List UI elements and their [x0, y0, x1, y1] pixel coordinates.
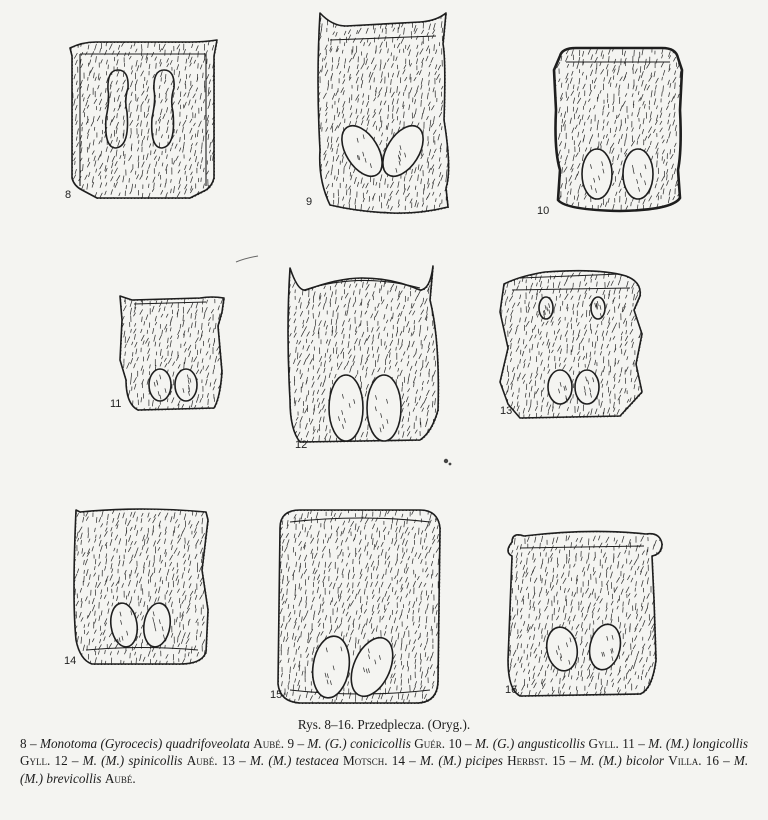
fovea — [623, 149, 653, 199]
caption-entry-author: Aubé — [104, 770, 133, 786]
fovea — [329, 375, 363, 441]
stray-mark — [444, 459, 448, 463]
figure-number: 11 — [110, 398, 122, 410]
fovea — [141, 601, 173, 648]
caption-entry-taxon: Monotoma (Gyrocecis) quadrifoveolata — [39, 735, 250, 751]
figure-number: 9 — [306, 196, 313, 208]
caption-entry-author: Gyll — [20, 753, 48, 768]
fovea — [152, 70, 174, 148]
pronotum-outline — [508, 531, 662, 696]
anterior-margin-line — [134, 302, 206, 304]
caption-entry-separator: – — [294, 735, 308, 751]
fovea — [575, 370, 599, 404]
pronotum-figure-10 — [537, 48, 688, 219]
caption-entry-number: 9 — [287, 735, 295, 751]
caption-entry-number: 14 — [391, 753, 405, 768]
caption-entry-taxon: M. (M.) brevicollis — [20, 753, 749, 786]
caption-entry-separator: – — [404, 753, 420, 768]
setae-stipple — [508, 536, 663, 701]
caption-entry-number: 10 — [448, 735, 462, 751]
caption-entry-number: 8 — [20, 735, 27, 751]
fovea — [367, 375, 401, 441]
fovea — [108, 601, 140, 648]
anterior-margin-line — [512, 274, 630, 290]
pronotum-figure-13 — [497, 271, 643, 429]
setae-stipple — [67, 42, 217, 205]
caption-entry-separator: – — [67, 753, 83, 768]
fovea — [591, 297, 605, 319]
figure-number: 14 — [64, 655, 77, 667]
caption-entry-author: Aubé — [186, 753, 215, 768]
figure-number: 12 — [295, 439, 308, 451]
caption-entry: 13 – M. (M.) testacea Motsch. — [221, 753, 392, 768]
caption-entry-author: Villa — [668, 753, 699, 768]
caption-title: Rys. 8–16. Przedplecza. (Oryg.). — [297, 717, 471, 732]
setae-stipple — [497, 272, 641, 428]
setae-stipple — [310, 14, 449, 220]
pronotum-outline — [70, 40, 217, 198]
caption-entry-number: 13 — [221, 753, 235, 768]
caption-entry-number: 15 — [552, 753, 566, 768]
caption-entry-author: Gyll — [588, 735, 616, 751]
caption-entry-taxon: M. (M.) longicollis — [648, 735, 749, 751]
anterior-margin-line — [330, 36, 436, 40]
pronotum-figure-12 — [286, 266, 439, 453]
fovea — [334, 119, 391, 183]
caption-entry: 8 – Monotoma (Gyrocecis) quadrifoveolata Aubé. — [20, 735, 288, 751]
pronotum-figure-14 — [64, 509, 211, 673]
caption-entry: 12 – M. (M.) spinicollis Aubé. — [54, 753, 222, 768]
figure-number: 8 — [65, 189, 72, 201]
caption-entry-number: 16 — [705, 753, 719, 768]
fovea — [309, 634, 353, 700]
caption-entry-author: Herbst — [507, 753, 545, 768]
fovea — [582, 149, 612, 199]
figure-caption — [20, 716, 748, 787]
pronotum-figure-9 — [306, 13, 449, 220]
fovea — [175, 369, 197, 401]
caption-entry: 15 – M. (M.) bicolor Villa. — [552, 753, 706, 768]
caption-body — [20, 735, 748, 788]
pronotum-outline — [318, 13, 449, 213]
figure-number: 16 — [505, 684, 518, 696]
caption-entry: 9 – M. (G.) conicicollis Guér. — [287, 735, 449, 751]
caption-entry-separator: – — [718, 753, 734, 768]
caption-entry-number: 11 — [622, 735, 635, 751]
figure-number: 10 — [537, 205, 550, 217]
caption-entry-separator: – — [565, 753, 581, 768]
pronotum-figure-11 — [110, 292, 225, 414]
stray-mark — [449, 463, 452, 466]
figure-number: 15 — [270, 689, 283, 701]
fovea — [543, 625, 580, 674]
caption-entry-taxon: M. (G.) conicicollis — [307, 735, 411, 751]
anterior-margin-line — [86, 648, 198, 651]
caption-entry-separator: – — [634, 735, 649, 751]
setae-stipple — [73, 511, 211, 673]
pronotum-figure-16 — [505, 531, 663, 700]
anterior-margin-line — [304, 280, 420, 290]
fovea — [343, 631, 401, 702]
fovea — [586, 621, 625, 672]
caption-entry: 14 – M. (M.) picipes Herbst. — [391, 753, 553, 768]
caption-entry-separator: – — [234, 753, 250, 768]
caption-entry-taxon: M. (M.) testacea — [249, 753, 339, 768]
caption-entry-separator: – — [461, 735, 476, 751]
caption-entry-author: Aubé — [253, 735, 281, 751]
caption-entry-taxon: M. (G.) angusticollis — [475, 735, 586, 751]
setae-stipple — [546, 48, 689, 219]
caption-entry-taxon: M. (M.) picipes — [419, 753, 503, 768]
pronotum-figure-15 — [270, 510, 441, 705]
caption-entry-author: Motsch — [343, 753, 385, 768]
stray-mark — [236, 256, 258, 262]
figure-number: 13 — [500, 405, 513, 417]
caption-entry-separator: – — [26, 735, 40, 751]
caption-entry-taxon: M. (M.) bicolor — [580, 753, 665, 768]
caption-entry: 11 – M. (M.) longicollis Gyll. — [20, 735, 749, 768]
caption-entry-number: 12 — [54, 753, 68, 768]
caption-entry-taxon: M. (M.) spinicollis — [82, 753, 183, 768]
pronotum-figure-8 — [65, 40, 218, 204]
fovea — [548, 370, 572, 404]
caption-entry: 16 – M. (M.) brevicollis Aubé. — [20, 753, 749, 786]
caption-entry-author: Guér — [414, 735, 442, 751]
caption-entry: 10 – M. (G.) angusticollis Gyll. — [448, 735, 623, 751]
